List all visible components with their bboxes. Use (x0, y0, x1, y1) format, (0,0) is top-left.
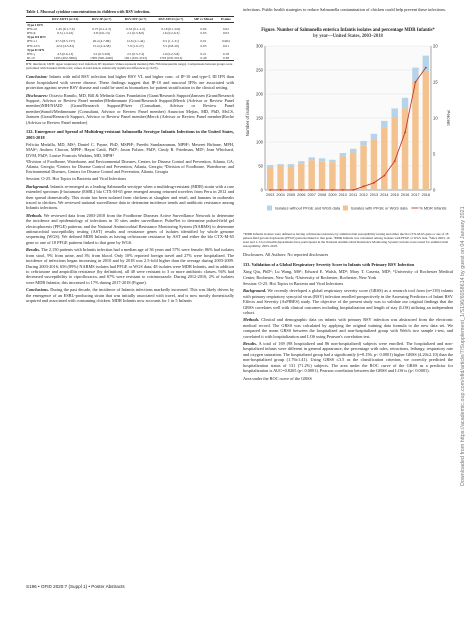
mdr-percent-point (342, 189, 344, 191)
x-tick-label: 2013 (369, 192, 379, 197)
y2-tick-label: 5 (433, 151, 436, 157)
cytokine-table (26, 16, 234, 61)
bar-without-data (412, 67, 418, 81)
y-tick-label: 150 (256, 115, 263, 121)
isolates-chart (243, 40, 453, 230)
bar-without-data (267, 165, 273, 167)
bar-with-data (298, 163, 304, 189)
y-axis-label: Number of isolates (245, 99, 250, 136)
right-column (243, 0, 453, 383)
r-methods-text: Clinical and demographic data on infants with primary RSV infection was abstracted from the electronic medical record. The GRSS was calculated by applying the original training data formula to the new data set. We compared the mean GRSS between the hospitalized and non-hospitalized group with Welch two sample t-test, and correlated it with hospitalization and LOS using Pearson's correlation test. (243, 317, 453, 339)
legend-label: Isolates without PFGE and WGS data (275, 205, 341, 211)
table-cell: 15.4 (2.4-58) (92, 43, 111, 48)
abstract-132-affiliations: ¹Division of Foodborne, Waterborne, and Environmental Diseases, Centers for Disease Control and Prevention, Atlanta, GA; Atlanta, Georgia; ²Centers for Disease Control and Prevention, Atlanta, Georgia; ³Division of Foodborne, Waterborne, and Environmental Diseases, Centers for Disease Control and Prevention, Atlanta, Georgia (26, 159, 234, 175)
abstract-133-session: Session: O-25. Hot Topics in Bacteria and Viral Infections (243, 281, 344, 286)
results-text: The 2,150 patients with Infantis infection had a median age of 36 years and 57% were female; 86% had isolates from stool, 9% from urine, and 3% from blood. Only 10% reported foreign travel and 27% were hospitalized. The incidence of infections began increasing in 2010 and by 2018 was 2.5-fold higher than the average during 2003-2009. During 2003-2016, 656 (89%) NARMS isolates had PFGE or WGS data; 48 isolates were MDR Infantis, and in addition to ceftriaxone and ampicillin resistance (by definition), all 48 were resistant to 3 or more antibiotic classes, 94% had decreased susceptibility to ciprofloxacin, and 67% were resistant to cotrimoxazole. During 2012-2016, 2% of isolates were MDR Infantis; this increased to 17% during 2017-2018 (Figure). (26, 247, 234, 285)
bar-with-data (288, 166, 294, 190)
legend-swatch (343, 205, 348, 210)
r-results-lead: Results. (243, 341, 257, 347)
x-tick-label: 2017 (411, 192, 420, 197)
mdr-percent-point (415, 81, 417, 83)
mdr-percent-point (404, 131, 406, 133)
legend-label: % MDR Infantis (419, 205, 447, 211)
table-cell: 0.32 (0.1-1.2) (126, 26, 145, 31)
x-tick-label: 2005 (286, 192, 296, 197)
x-tick-label: 2009 (328, 192, 337, 197)
table-cell: 2.5 (0.3-7.4) (127, 52, 145, 57)
x-tick-label: 2007 (307, 192, 316, 197)
conclusions-lead: Conclusions. (26, 287, 50, 293)
results-paragraph (26, 247, 234, 285)
background-text: Infantis re-emerged as a leading Salmonella serotype when a multidrug-resistant (MDR) strain with a rare extended spectrum β-lactamase (ESBL) bla CTX-M-65 gene emerged among returned travelers from Peru in 2012 and then spread domestically. This strain has been isolated from chickens at slaughter and retail, and humans in outbreaks traced to chicken. We reviewed national surveillance data to determine incidence trends and antibiotic resistance among Infantis infections. (26, 183, 234, 211)
r-methods-lead: Methods. (243, 317, 260, 323)
table-cell: 0.004 (222, 39, 230, 44)
table-cell: 0.18 (222, 52, 229, 57)
table-cell: 1508 (596-4420) (85, 56, 119, 61)
mdr-percent-point (332, 189, 334, 191)
table-cell: 0.04 (200, 26, 207, 31)
bar-without-data (308, 157, 314, 160)
table-cell: 1.45 (0.1-7.6) (55, 26, 75, 31)
page-footer: S196 • OFID 2020:7 (Suppl 1) • Poster Abstracts (26, 584, 125, 589)
legend-swatch (267, 205, 272, 210)
table-cell: 1.9 (0.2-5.8) (162, 52, 180, 57)
table-header-cell: RSV-IP (n=?) (85, 17, 119, 22)
abstract-133-authors: Xing Qiu, PhD¹; Lu Wang, MS¹; Edward E. Walsh, MD²; Mary T. Caserta, MD¹; ¹University of Rochester Medical Center, Rochester, New York; ²University of Rochester, Rochester, New York (243, 269, 453, 280)
table-cell: 0.38 (218, 56, 234, 61)
table-cell: 12.6 (2.1-44) (126, 39, 145, 44)
table-cell: 3.8 (0.6-13) (93, 31, 110, 36)
left-column (26, 0, 234, 305)
table-cell: 0.05 (200, 31, 207, 36)
y2-tick-label: 10 (433, 115, 438, 121)
chart-title: Number of Salmonella enterica Infantis isolates and percentage MDR Infantis* (276, 28, 435, 34)
table-cell: 4.5 (0.6-13) (57, 52, 74, 57)
table-group-label: Type II IFN (27, 47, 45, 52)
x-tick-label: 2015 (390, 192, 399, 197)
abstract-132-authors: Felicita Medalla, MD, MS¹; Daniel C. Payne, PhD, MSPH¹; Preethi Sundararaman, MPH¹; Meseret Birhane, MPH, MAS¹; Andrew Chacon, MPH¹; Hayat Caidi, PhD¹; Jason Folster, PhD¹; Cindy R. Friedman, MD¹; Jean Whichard, DVM, PhD¹; Louise Francois Watkins, MD, MPH¹ (26, 141, 234, 158)
background-paragraph (26, 184, 234, 211)
x-tick-label: 2018 (421, 192, 431, 197)
bar-with-data (350, 152, 356, 189)
x-tick-label: 2016 (400, 192, 410, 197)
mdr-percent-point (269, 189, 271, 191)
table-header-cell: RSV-IPCO (n=?) (153, 17, 190, 22)
bar-without-data (360, 141, 366, 146)
r-last-line: Area under the ROC curve of the GRSS (243, 375, 312, 381)
legend-label: Isolates with PFGE or WGS data (350, 205, 408, 211)
y-tick-label: 0 (260, 187, 263, 193)
r-background-lead: Background. (243, 288, 267, 294)
mdr-percent-point (363, 185, 365, 187)
abstract-133-title: 133. Validation of a Global Respiratory Severity Score in Infants with Primary RSV Infection (243, 261, 415, 267)
table-cell: 22.0 (4.3-81) (56, 43, 75, 48)
bar-with-data (381, 127, 387, 189)
bar-with-data (340, 156, 346, 190)
methods-lead: Methods. (26, 212, 43, 218)
mdr-percent-point (352, 189, 354, 191)
bar-without-data (277, 164, 283, 166)
mdr-percent-point (300, 189, 302, 191)
conclusion-paragraph (26, 74, 234, 90)
chart-subtitle: by year—United States, 2003–2018 (313, 34, 383, 39)
r-results-paragraph (243, 341, 453, 373)
table-cell: IFN-λ2/3 (27, 43, 40, 48)
mdr-percent-point (394, 160, 396, 162)
table-header-cell: Pvalue (218, 17, 234, 22)
table-header-cell: SIP vs Mixed (189, 17, 218, 22)
side-download-text: Downloaded from https://academic.oup.com/ofid/article/7/Supplement_1/S196/6058614 by guest on 04 January 2021 (460, 206, 466, 486)
table-cell: 0.01 (222, 43, 229, 48)
conclusion-lead: Conclusion: (26, 74, 48, 80)
background-lead: Background. (26, 183, 50, 189)
chart-title-block (243, 28, 453, 39)
r-results-text: A total of 169 (98 hospitalized and 86 non-hospitalized) subjects were enrolled. The hospitalized and non-hospitalized infants were different in general appearance, the percentage with rales, retractions, lethargy, respiratory rate and oxygen saturation. The hospitalized group had a significantly (t=8.156, p< 0.0001) higher GRSS (4.20±2.10) than the non-hospitalized group (1.76±1.41). Using GRSS ≤3.5 as the classification criterion, we correctly predicted the hospitalization status of 131 (71.2%) subjects. The area under the ROC curve of the GRSS as a predictor for hospitalization is AUC=0.8265 (p< 0.0001). Pearson correlation between the GRSS and LOS is (p< 0.0001). (243, 341, 453, 374)
table-cell: 0.18 (0.1-0.6) (161, 26, 181, 31)
y2-tick-label: 15 (433, 79, 438, 85)
y-tick-label: 200 (256, 91, 263, 97)
table-cell: 7.9 (1.0-27) (127, 43, 144, 48)
table-cell: 1703 (635-5013) (153, 56, 190, 61)
table-footnote: IFN: interferon; URTI: upper respiratory tract infection; IP: inpatient. Values represent median (25th-75th interquartile range). Comparisons between groups were performed with Kruskal-Wallis tests; values in bold denote statistically significant differences (p<0.05). (26, 62, 233, 71)
abstract-132-title: 132. Emergence and Spread of Multidrug-resistant Salmonella Serotype Infantis Infections in the United States, 2003-2018 (26, 129, 234, 140)
x-tick-label: 2014 (380, 192, 389, 197)
table-group-label: Type III IFN (27, 35, 46, 40)
table-cell: 0.03 (222, 31, 229, 36)
table-cell: 0.03 (200, 43, 207, 48)
table-cell: IP-10 (26, 56, 46, 61)
table-cell: 0.01 (200, 39, 207, 44)
mdr-percent-point (311, 189, 313, 191)
table-cell: 0.46 (189, 56, 218, 61)
methods-text: We reviewed data from 2003-2018 from the Foodborne Diseases Active Surveillance Network to determine the incidence and epidemiology of infections in 10 sites under surveillance; PulseNet to determine pulsed-field gel electrophoresis (PFGE) patterns; and the National Antimicrobial Resistance Monitoring System (NARMS) to determine antimicrobial susceptibility testing (AST) results and resistance genes of isolates identified by whole genome sequencing (WGS). We defined MDR Infantis as having ceftriaxone resistance by AST and either the bla CTX-M-65 gene or one of 18 PFGE patterns linked to that gene by WGS. (26, 212, 234, 245)
bar-with-data (267, 167, 273, 190)
table-header-row (26, 17, 234, 22)
y-tick-label: 250 (256, 67, 263, 73)
mdr-percent-point (425, 66, 427, 68)
x-tick-label: 2008 (317, 192, 327, 197)
table-cell: IFN-λ1 (27, 39, 37, 44)
bar-without-data (381, 120, 387, 127)
results-lead: Results. (26, 247, 40, 253)
mdr-percent-point (290, 189, 292, 191)
mdr-percent-point (321, 189, 323, 191)
table-cell: 9.5 (1.1-31) (162, 39, 179, 44)
bar-without-data (298, 161, 304, 163)
x-tick-label: 2004 (276, 192, 285, 197)
table-group-label: Type I IFN (27, 22, 43, 27)
bar-with-data (329, 162, 335, 190)
conclusions-text: During the past decade, the incidence of Infantis infections markedly increased. This was likely driven by the emergence of an ESBL-producing strain that was initially associated with travel, and is now mostly domestically acquired and associated with consuming chicken. MDR Infantis now accounts for 1 in 5 Infantis (26, 287, 234, 303)
bar-without-data (288, 164, 294, 166)
mdr-percent-point (383, 174, 385, 176)
table-cell: 0.75 (0.1-2.3) (92, 26, 111, 31)
table-cell: 6.5 (1.3-22) (57, 31, 74, 36)
y2-tick-label: 20 (433, 43, 438, 49)
table-cell: 5.5 (0.8-20) (162, 43, 179, 48)
r-background-paragraph (243, 288, 453, 315)
table-row (26, 31, 234, 35)
bar-with-data (277, 166, 283, 190)
table-cell: IFN-β (27, 31, 36, 36)
table-cell: 1621 (610-4722) (119, 56, 153, 61)
bar-without-data (329, 159, 335, 161)
x-tick-label: 2012 (359, 192, 368, 197)
bar-without-data (340, 153, 346, 156)
table-cell: IFN-α2 (27, 26, 38, 31)
table-cell: 1.6 (0.2-6.3) (162, 31, 180, 36)
bar-with-data (412, 82, 418, 190)
table-cell: 47.3 (8.5-157) (55, 39, 75, 44)
table-header-cell: RSV-MT (n=?) (119, 17, 153, 22)
conclusions-paragraph (26, 287, 234, 303)
disclosures-line: Disclosures. All Authors: No reported disclosures (243, 252, 329, 258)
figure-label: Figure. (261, 28, 276, 34)
side-download-note (456, 128, 468, 488)
bar-without-data (402, 97, 408, 108)
abstract-132-session: Session: O-25. Hot Topics in Bacteria and Viral Infections (26, 176, 127, 182)
methods-paragraph (26, 213, 234, 245)
bar-without-data (371, 133, 377, 139)
mdr-percent-point (373, 181, 375, 183)
bar-with-data (319, 161, 325, 190)
table-row (26, 39, 234, 43)
bar-without-data (391, 108, 397, 118)
bar-without-data (423, 55, 429, 70)
table-cell: IFN-γ (27, 52, 36, 57)
table-header-cell: RSV-URTI (n=16) (46, 17, 85, 22)
bar-without-data (350, 148, 356, 152)
table-cell: 1265 (402-3984) (46, 56, 85, 61)
disclosures-lead: Disclosures: (26, 92, 48, 98)
y2-axis-label: Percent (446, 110, 451, 126)
bar-without-data (319, 158, 325, 161)
y-tick-label: 100 (256, 139, 263, 145)
r-background-text: We recently developed a global respiratory severity score (GRSS) as a research tool from (n=139) infants with primary respiratory syncytial virus (RSV) infection enrolled prospectively in the Assessing Predictors of Infant RSV Effects and Severity (AsPIRES) study. The objective of the present study was to validate our original findings that the GRSS correlates well with clinical outcomes including hospitalization and length of stay (LOS) utilizing an independent cohort. (243, 288, 453, 316)
x-tick-label: 2006 (297, 192, 306, 197)
y-tick-label: 50 (258, 163, 263, 169)
disclosures-paragraph (26, 93, 234, 125)
mdr-percent-point (280, 189, 282, 191)
table-cell: 0.02 (222, 26, 229, 31)
y2-tick-label: 0 (433, 187, 436, 193)
y-tick-label: 300 (256, 43, 263, 49)
table-row (26, 56, 234, 61)
table-cell: 0.21 (200, 52, 207, 57)
table-caption: Table 1. Mucosal cytokine concentrations in children with RSV infection. (26, 9, 151, 14)
bar-with-data (423, 71, 429, 190)
continued-text: infections. Public health strategies to reduce Salmonella contamination of chicken could help prevent these infections. (243, 7, 447, 12)
bar-with-data (308, 160, 314, 190)
bar-with-data (360, 145, 366, 189)
table-cell: 2.1 (0.3-8.0) (127, 31, 145, 36)
table-cell: 3.2 (0.5-9.8) (93, 52, 111, 57)
x-tick-label: 2003 (265, 192, 275, 197)
disclosures-text: Octavio Ramilo, MD, Bill & Melinda Gates Foundation (Grant/Research Support)Janssen (Grant/Research Support, Advisor or Review Panel member)Medimmune (Grant/Research Support)Merck (Advisor or Review Panel member)NIH/NIAID (Grant/Research Support)Pfizer (Consultant, Advisor or Review Panel member)Sanofi/Medimmune (Consultant, Advisor or Review Panel member) Asuncion Mejias, MD, PhD, MsCS, Janssen (Grant/Research Support, Advisor or Review Panel member)Merck (Advisor or Review Panel member)Roche (Advisor or Review Panel member) (26, 92, 235, 125)
x-tick-label: 2011 (349, 192, 358, 197)
r-methods-paragraph (243, 317, 453, 339)
table-row (26, 44, 234, 48)
x-tick-label: 2010 (338, 192, 348, 197)
chart-footnote: *MDR Infantis isolates were defined as having ceftriaxone resistance by antimicrobial susceptibility testing and either the bla CTX-M-65 gene or one of 18 pulsed-field gel electrophoresis (PFGE) patterns linked to that gene. ¹MDR Infantis was calculated among isolates with PFGE or WGS data. ²Since 2003, 10 state and 1–3 local health departments have participated in the National Antimicrobial Resistance Monitoring System; isolates were tested for antimicrobial susceptibility, 2003–2018. (243, 232, 450, 249)
conclusion-text: Infants with mild RSV infection had higher RSV VL and higher conc. of IP-10 and type-I, III IFN than those hospitalized with severe disease. These findings suggest that IP-10 and mucosal IFNs are associated with protection against severe RSV disease and could be used as biomarkers for patient stratification in the clinical setting. (26, 74, 234, 91)
table-cell: 26.4 (4.7-86) (92, 39, 111, 44)
